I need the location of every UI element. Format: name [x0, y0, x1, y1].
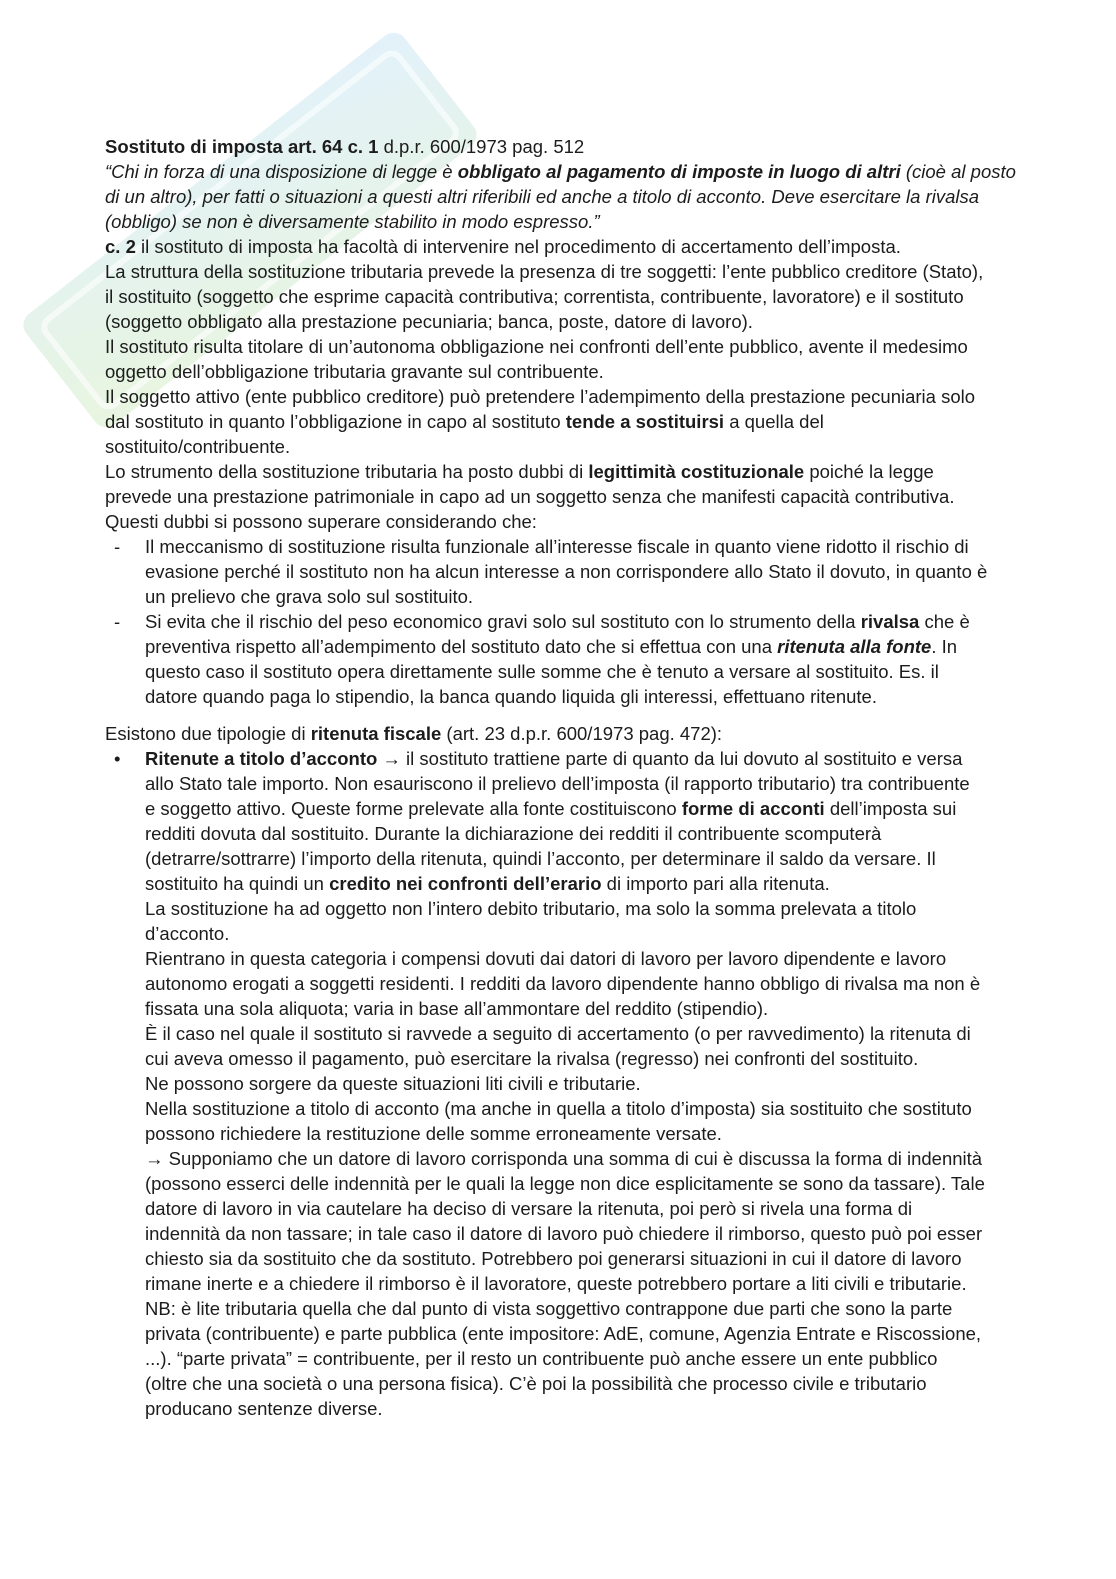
intro-line	[105, 209, 1065, 234]
list-item-body	[145, 609, 1065, 709]
intro-paragraphs	[105, 134, 1065, 534]
list-item-line	[145, 1171, 1065, 1196]
bold-text: Sostituto di imposta art. 64 c. 1	[105, 136, 379, 157]
list-item-line	[145, 609, 1065, 634]
intro-line	[105, 409, 1065, 434]
text-run: (oltre che una società o una persona fisica). C’è poi la possibilità che processo civile e tributario	[145, 1373, 927, 1394]
bullet-marker: •	[114, 748, 121, 769]
list-item-body	[145, 534, 1065, 609]
text-run: Esistono due tipologie di	[105, 723, 311, 744]
text-run: autonomo erogati a soggetti residenti. I redditi da lavoro dipendente hanno obbligo di rivalsa ma non è	[145, 973, 981, 994]
text-run: indennità da non tassare; in tale caso il datore di lavoro può chiedere il rimborso, questo può poi esser	[145, 1223, 983, 1244]
text-run: possono richiedere la restituzione delle somme erroneamente versate.	[145, 1123, 722, 1144]
text-run: (soggetto obbligato alla prestazione pecuniaria; banca, poste, datore di lavoro).	[105, 311, 753, 332]
text-run: Si evita che il rischio del peso economico gravi solo sul sostituto con lo strumento della	[145, 611, 861, 632]
text-run: NB: è lite tributaria quella che dal punto di vista soggettivo contrappone due parti che sono la parte	[145, 1298, 953, 1319]
text-run: Lo strumento della sostituzione tributaria ha posto dubbi di	[105, 461, 589, 482]
list-item-line	[145, 921, 1065, 946]
list-item-line	[145, 1396, 1065, 1421]
dash-marker: -	[114, 536, 121, 557]
list-item-line	[145, 1096, 1065, 1121]
ritenuta-types-intro	[105, 721, 1065, 746]
list-item-line	[145, 996, 1065, 1021]
intro-line	[105, 134, 1065, 159]
text-run: ...). “parte privata” = contribuente, per il resto un contribuente può anche essere un ente pubblico	[145, 1348, 938, 1369]
intro-line	[105, 309, 1065, 334]
text-run: . In	[931, 636, 958, 657]
list-item-line	[145, 946, 1065, 971]
text-run: redditi dovuta dal sostituito. Durante la dichiarazione dei redditi il contribuente scomputerà	[145, 823, 882, 844]
intro-line	[105, 359, 1065, 384]
list-item-line	[145, 871, 1065, 896]
bold-italic-text: ritenuta alla fonte	[777, 636, 932, 657]
text-run: privata (contribuente) e parte pubblica (ente impositore: AdE, comune, Agenzia Entrate e Riscossione,	[145, 1323, 982, 1344]
bold-text: rivalsa	[860, 611, 920, 632]
text-run: La sostituzione ha ad oggetto non l’intero debito tributario, ma solo la somma prelevata a titolo	[145, 898, 917, 919]
text-run: Rientrano in questa categoria i compensi dovuti dai datori di lavoro per lavoro dipendente e lavoro	[145, 948, 947, 969]
text-run: questo caso il sostituto opera direttamente sulle somme che è tenuto a versare al sostituito. Es. il	[145, 661, 939, 682]
list-item-line	[145, 559, 1065, 584]
text-run: (detrarre/sottrarre) l’importo della ritenuta, quindi l’acconto, per determinare il saldo da versare. Il	[145, 848, 936, 869]
types-intro-line	[105, 721, 1065, 746]
list-item-line	[145, 846, 1065, 871]
intro-line	[105, 384, 1065, 409]
list-item-line	[145, 1321, 1065, 1346]
bold-text: Ritenute a titolo d’acconto	[145, 748, 378, 769]
dash-list-item	[105, 609, 1065, 709]
text-run: di importo pari alla ritenuta.	[601, 873, 830, 894]
text-run: evasione perché il sostituto non ha alcun interesse a non corrispondere allo Stato il dovuto, in quanto è	[145, 561, 988, 582]
italic-text: (obbligo) se non è diversamente stabilito in modo espresso.”	[105, 211, 600, 232]
text-run: prevede una prestazione patrimoniale in capo ad un soggetto senza che manifesti capacità contributiva.	[105, 486, 955, 507]
document-body	[105, 134, 1065, 1421]
intro-line	[105, 184, 1065, 209]
text-run: (possono esserci delle indennità per le quali la legge non dice esplicitamente se sono da tassare). Tale	[145, 1173, 985, 1194]
list-item-line	[145, 1146, 1065, 1171]
text-run: producano sentenze diverse.	[145, 1398, 383, 1419]
bold-text: legittimità costituzionale	[588, 461, 805, 482]
intro-line	[105, 234, 1065, 259]
text-run: un prelievo che grava solo sul sostituito.	[145, 586, 474, 607]
bold-italic-text: obbligato al pagamento di imposte in luogo di altri	[457, 161, 901, 182]
text-run: Il soggetto attivo (ente pubblico creditore) può pretendere l’adempimento della prestazione pecuniaria solo	[105, 386, 976, 407]
text-run: poiché la legge	[804, 461, 934, 482]
italic-text: “Chi in forza di una disposizione di legge è	[105, 161, 458, 182]
text-run: Il sostituto risulta titolare di un’autonoma obbligazione nei confronti dell’ente pubblico, avente il medesimo	[105, 336, 968, 357]
list-item-body	[145, 746, 1065, 1421]
list-item-line	[145, 746, 1065, 771]
text-run: È il caso nel quale il sostituto si ravvede a seguito di accertamento (o per ravvedimento) la ritenuta di	[145, 1023, 971, 1044]
text-run: dal sostituto in quanto l’obbligazione in capo al sostituto	[105, 411, 566, 432]
dash-list	[105, 534, 1065, 709]
intro-line	[105, 434, 1065, 459]
intro-line	[105, 459, 1065, 484]
text-run: datore di lavoro in via cautelare ha deciso di versare la ritenuta, poi però si rivela una forma di	[145, 1198, 913, 1219]
text-run: sostituito/contribuente.	[105, 436, 291, 457]
list-item-line	[145, 684, 1065, 709]
list-item-line	[145, 1071, 1065, 1096]
text-run: Nella sostituzione a titolo di acconto (ma anche in quella a titolo d’imposta) sia sostituito che sostituto	[145, 1098, 972, 1119]
text-run: cui aveva omesso il pagamento, può esercitare la rivalsa (regresso) nei confronti del sostituito.	[145, 1048, 919, 1069]
list-item-line	[145, 821, 1065, 846]
text-run: oggetto dell’obbligazione tributaria gravante sul contribuente.	[105, 361, 604, 382]
text-run: il sostituito (soggetto che esprime capacità contributiva; correntista, contribuente, lavoratore) e il sostituto	[105, 286, 964, 307]
text-run: rimane inerte e a chiedere il rimborso è il lavoratore, queste potrebbero portare a liti civili e tributarie.	[145, 1273, 967, 1294]
dash-marker: -	[114, 611, 121, 632]
bullet-list-item	[105, 746, 1065, 1421]
bold-text: ritenuta fiscale	[310, 723, 442, 744]
text-run: (art. 23 d.p.r. 600/1973 pag. 472):	[441, 723, 723, 744]
list-item-line	[145, 796, 1065, 821]
list-item-line	[145, 771, 1065, 796]
list-item-line	[145, 1121, 1065, 1146]
list-item-line	[145, 634, 1065, 659]
text-run: → Supponiamo che un datore di lavoro corrisponda una somma di cui è discussa la forma di indennità	[145, 1148, 983, 1169]
text-run: allo Stato tale importo. Non esauriscono il prelievo dell’imposta (il rapporto tributario) tra contribuente	[145, 773, 970, 794]
text-run: → il sostituto trattiene parte di quanto da lui dovuto al sostituito e versa	[377, 748, 963, 769]
text-run: datore quando paga lo stipendio, la banca quando liquida gli interessi, effettuano ritenute.	[145, 686, 877, 707]
intro-line	[105, 334, 1065, 359]
list-item-line	[145, 896, 1065, 921]
list-item-line	[145, 584, 1065, 609]
text-run: fissata una sola aliquota; varia in base all’ammontare del reddito (stipendio).	[145, 998, 769, 1019]
intro-line	[105, 484, 1065, 509]
intro-line	[105, 259, 1065, 284]
text-run: La struttura della sostituzione tributaria prevede la presenza di tre soggetti: l’ente pubblico creditore (Stato),	[105, 261, 984, 282]
text-run: Ne possono sorgere da queste situazioni liti civili e tributarie.	[145, 1073, 641, 1094]
dash-list-item	[105, 534, 1065, 609]
text-run: Questi dubbi si possono superare considerando che:	[105, 511, 537, 532]
text-run: che è	[919, 611, 970, 632]
intro-line	[105, 284, 1065, 309]
list-item-line	[145, 971, 1065, 996]
list-item-line	[145, 1371, 1065, 1396]
list-item-line	[145, 1046, 1065, 1071]
italic-text: (cioè al posto	[900, 161, 1016, 182]
text-run: e soggetto attivo. Queste forme prelevate alla fonte costituiscono	[145, 798, 682, 819]
text-run: Il meccanismo di sostituzione risulta funzionale all’interesse fiscale in quanto viene ridotto il rischio di	[145, 536, 969, 557]
bold-text: tende a sostituirsi	[565, 411, 725, 432]
text-run: chiesto sia da sostituito che da sostituto. Potrebbero poi generarsi situazioni in cui il datore di lavoro	[145, 1248, 962, 1269]
list-item-line	[145, 1346, 1065, 1371]
bullet-list	[105, 746, 1065, 1421]
list-item-line	[145, 1021, 1065, 1046]
bold-text: credito nei confronti dell’erario	[329, 873, 602, 894]
list-item-line	[145, 1196, 1065, 1221]
text-run: dell’imposta sui	[824, 798, 957, 819]
italic-text: di un altro), per fatti o situazioni a questi altri riferibili ed anche a titolo di acconto. Deve esercitare la rivalsa	[105, 186, 980, 207]
list-item-line	[145, 659, 1065, 684]
bold-text: forme di acconti	[681, 798, 825, 819]
text-run: preventiva rispetto all’adempimento del sostituto dato che si effettua con una	[145, 636, 778, 657]
list-item-line	[145, 1246, 1065, 1271]
list-item-line	[145, 534, 1065, 559]
bold-text: c. 2	[105, 236, 136, 257]
text-run: a quella del	[724, 411, 824, 432]
text-run: d’acconto.	[145, 923, 230, 944]
list-item-line	[145, 1221, 1065, 1246]
text-run: il sostituto di imposta ha facoltà di intervenire nel procedimento di accertamento dell’imposta.	[135, 236, 901, 257]
text-run: sostituito ha quindi un	[145, 873, 330, 894]
list-item-line	[145, 1296, 1065, 1321]
list-item-line	[145, 1271, 1065, 1296]
intro-line	[105, 509, 1065, 534]
intro-line	[105, 159, 1065, 184]
text-run: d.p.r. 600/1973 pag. 512	[378, 136, 585, 157]
